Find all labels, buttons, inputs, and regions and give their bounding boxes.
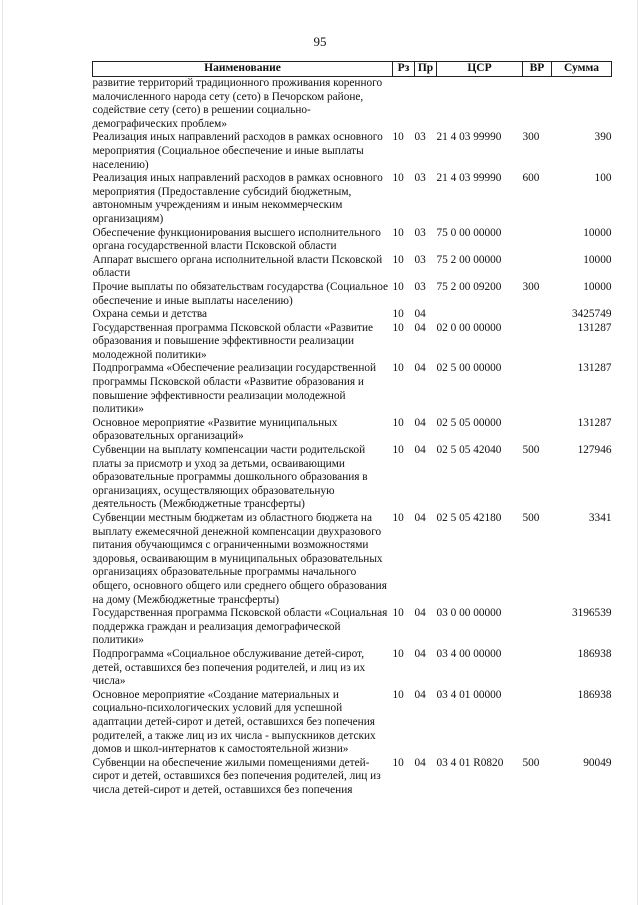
row-sum: 100	[594, 172, 612, 185]
row-csr: 75 2 00 00000	[436, 253, 502, 266]
row-name: Реализация иных направлений расходов в рамках основного мероприятия (Социальное обеспечение и иные выплаты населению)	[92, 131, 383, 171]
row-sum	[552, 77, 612, 132]
row-rz: 10	[392, 607, 404, 620]
table-row	[93, 308, 612, 322]
table-row	[93, 417, 612, 444]
row-vr	[523, 362, 552, 416]
table-row	[93, 607, 612, 648]
row-name: Основное мероприятие «Создание материальных и социально-психологических условий для успешной адаптации детей-сирот и детей, оставшихся без попечения родителей, а также лиц из их числа - выпускников детских домов и школ-интернатов к самостоятельной жизни»	[92, 688, 376, 756]
row-vr	[523, 227, 552, 254]
row-sum: 131287	[577, 321, 612, 334]
row-sum: 90049	[583, 756, 612, 769]
row-pr: 04	[414, 362, 426, 375]
row-csr: 21 4 03 99990	[436, 172, 502, 185]
row-csr: 03 4 00 00000	[436, 647, 502, 660]
row-csr: 02 5 05 42040	[436, 444, 502, 457]
row-vr	[523, 607, 552, 648]
row-csr: 75 2 00 09200	[436, 280, 502, 293]
row-vr	[523, 417, 552, 444]
row-name: Подпрограмма «Социальное обслуживание детей-сирот, детей, оставшихся без попечения родителей, и лиц из их числа»	[92, 647, 366, 688]
row-vr: 500	[522, 512, 540, 524]
row-name: Обеспечение функционирования высшего исполнительного органа государственной власти Псковской области	[92, 226, 381, 253]
table-header-row	[93, 62, 612, 77]
row-rz: 10	[392, 321, 404, 334]
row-name: Аппарат высшего органа исполнительной власти Псковской области	[92, 253, 383, 280]
row-sum: 390	[594, 131, 612, 144]
row-vr	[523, 648, 552, 689]
row-vr: 300	[522, 131, 540, 144]
row-pr: 03	[414, 253, 426, 266]
table-row	[93, 172, 612, 226]
table-row	[93, 322, 612, 363]
row-vr	[523, 254, 552, 281]
row-csr: 21 4 03 99990	[436, 131, 502, 144]
row-csr: 03 4 01 00000	[436, 688, 502, 701]
row-sum: 10000	[583, 253, 612, 266]
row-rz: 10	[392, 416, 404, 429]
row-name: Субвенции местным бюджетам из областного бюджета на выплату ежемесячной денежной компенсации двухразового питания обучающимся с ограниченными возможностями здоровья, осваивающим в муниципальных образовательных организациях образовательные программы начального общего, основного общего или среднего общего образования на дому (Межбюджетные трансферты)	[92, 512, 387, 606]
header-rz: Рз	[393, 62, 415, 77]
row-sum: 127946	[577, 444, 612, 457]
table-row	[93, 77, 612, 132]
row-rz: 10	[392, 172, 404, 185]
row-pr: 03	[414, 131, 426, 144]
row-name: Подпрограмма «Обеспечение реализации государственной программы Псковской области «Развитие образования и повышение эффективности реализации молодежной политики»	[92, 362, 377, 416]
row-pr: 04	[414, 444, 426, 457]
row-vr	[523, 308, 552, 322]
row-sum: 10000	[583, 226, 612, 239]
row-pr	[415, 77, 437, 132]
row-pr: 04	[414, 607, 426, 620]
scan-edge-left	[2, 0, 3, 905]
row-vr: 600	[522, 172, 540, 185]
row-name: Государственная программа Псковской области «Социальная поддержка граждан и реализация демографической политики»	[92, 607, 388, 647]
table-row	[93, 648, 612, 689]
row-csr: 02 0 00 00000	[436, 321, 502, 334]
row-vr: 500	[522, 444, 540, 457]
row-csr	[437, 308, 523, 322]
row-name: Прочие выплаты по обязательствам государства (Социальное обеспечение и иные выплаты населению)	[92, 280, 389, 307]
row-name: Охрана семьи и детства	[92, 308, 208, 321]
table-row	[93, 131, 612, 172]
row-sum: 186938	[577, 688, 612, 701]
row-rz: 10	[392, 444, 404, 457]
row-name: Государственная программа Псковской области «Развитие образования и повышение эффективности реализации молодежной политики»	[92, 321, 374, 361]
row-pr: 03	[414, 226, 426, 239]
row-vr: 300	[522, 280, 540, 293]
table-row	[93, 362, 612, 416]
row-rz: 10	[392, 226, 404, 239]
row-rz: 10	[392, 688, 404, 701]
row-vr	[523, 689, 552, 757]
row-rz: 10	[392, 308, 404, 321]
row-pr: 04	[414, 416, 426, 429]
header-name: Наименование	[93, 62, 393, 77]
row-csr: 03 4 01 R0820	[436, 756, 504, 769]
row-rz: 10	[392, 362, 404, 375]
row-csr: 02 5 05 00000	[436, 416, 502, 429]
row-pr: 03	[414, 172, 426, 185]
header-vr: ВР	[523, 62, 552, 77]
table-row	[93, 281, 612, 308]
row-vr: 500	[522, 756, 540, 769]
row-sum: 3425749	[571, 308, 612, 321]
row-sum: 131287	[577, 416, 612, 429]
row-rz: 10	[392, 756, 404, 769]
row-csr: 03 0 00 00000	[436, 607, 502, 620]
row-rz	[393, 77, 415, 132]
row-pr: 04	[414, 512, 426, 524]
table-row	[93, 689, 612, 757]
row-vr	[523, 77, 552, 132]
row-csr: 02 5 05 42180	[436, 512, 502, 524]
row-name: Субвенции на обеспечение жилыми помещениями детей-сирот и детей, оставшихся без попечения родителей, лиц из числа детей-сирот и детей, оставшихся без попечения	[92, 756, 381, 796]
row-name: Реализация иных направлений расходов в рамках основного мероприятия (Предоставление субсидий бюджетным, автономным учреждениям и иным некоммерческим организациям)	[92, 172, 383, 225]
header-pr: Пр	[415, 62, 437, 77]
row-pr: 04	[414, 308, 426, 321]
row-pr: 03	[414, 280, 426, 293]
row-name: развитие территорий традиционного проживания коренного малочисленного народа сету (сето) в Печорском районе, содействие сету (сето) в решении социально-демографических проблем»	[92, 77, 383, 130]
row-sum: 131287	[577, 362, 612, 375]
table-row	[93, 444, 612, 512]
scan-edge-right	[637, 0, 638, 905]
page-number: 95	[313, 34, 327, 49]
table-row	[93, 254, 612, 281]
row-rz: 10	[392, 647, 404, 660]
row-csr: 75 0 00 00000	[436, 226, 502, 239]
row-name: Субвенции на выплату компенсации части родительской платы за присмотр и уход за детьми, осваивающими образовательные программы дошкольного образования в организациях, осуществляющих образовательную деятельность (Межбюджетные трансферты)	[92, 444, 368, 511]
row-pr: 04	[414, 321, 426, 334]
row-pr: 04	[414, 756, 426, 769]
row-name: Основное мероприятие «Развитие муниципальных образовательных организаций»	[92, 416, 338, 443]
header-csr: ЦСР	[437, 62, 523, 77]
row-sum: 3341	[588, 512, 612, 524]
row-rz: 10	[392, 131, 404, 144]
header-sum: Сумма	[552, 62, 612, 77]
table-row	[93, 757, 612, 798]
row-csr: 02 5 00 00000	[436, 362, 502, 375]
row-pr: 04	[414, 647, 426, 660]
row-rz: 10	[392, 253, 404, 266]
row-sum: 3196539	[571, 607, 612, 620]
row-sum: 10000	[583, 280, 612, 293]
budget-table	[92, 61, 612, 797]
row-vr	[523, 322, 552, 363]
row-sum: 186938	[577, 647, 612, 660]
row-rz: 10	[392, 512, 404, 524]
table-row	[93, 227, 612, 254]
table-row	[93, 512, 612, 607]
row-csr	[437, 77, 523, 132]
row-rz: 10	[392, 280, 404, 293]
row-pr: 04	[414, 688, 426, 701]
